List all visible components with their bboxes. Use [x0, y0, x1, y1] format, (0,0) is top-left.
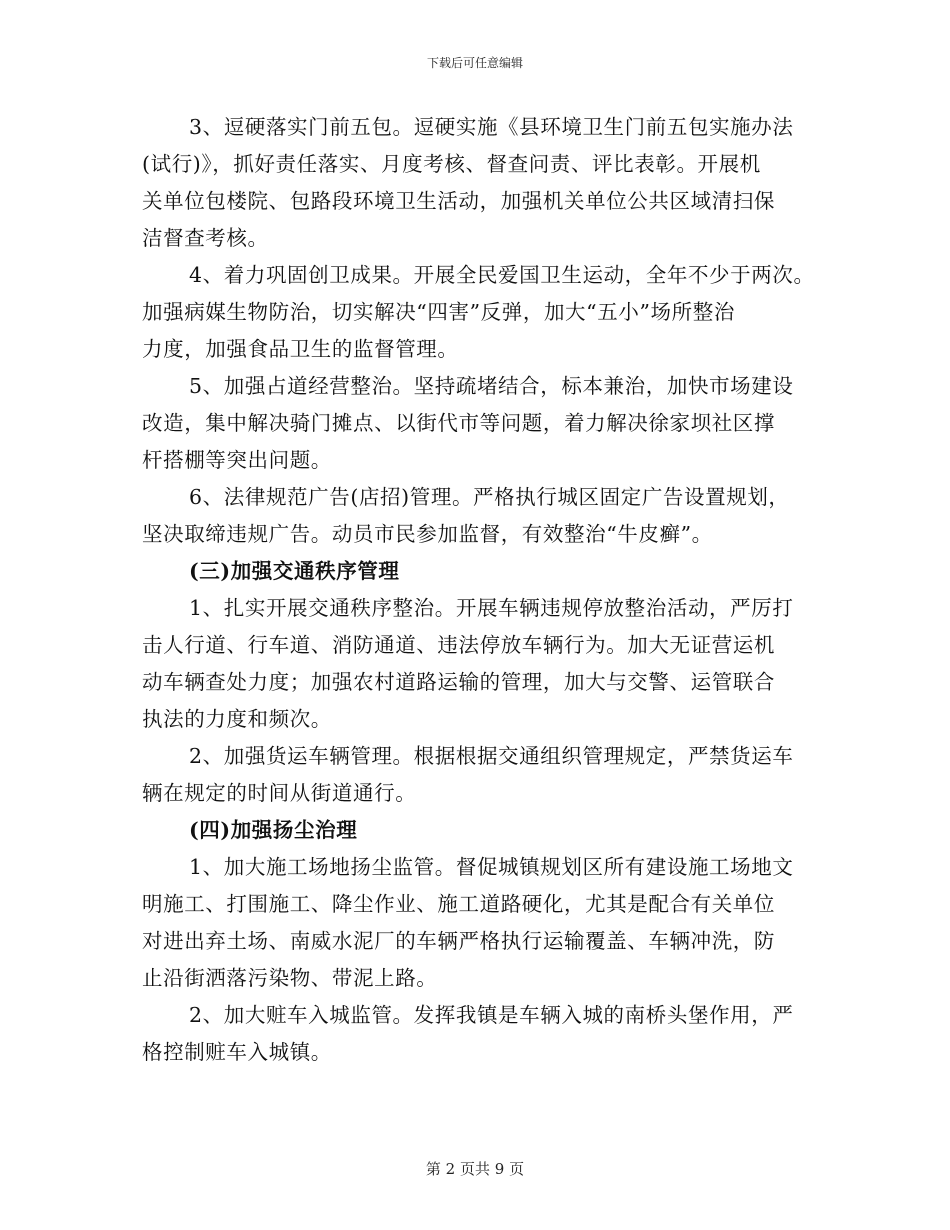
- text-line: 击人行道、行车道、消防通道、违法停放车辆行为。加大无证营运机: [142, 633, 775, 657]
- text-line: (试行)》，抓好责任落实、月度考核、督查问责、评比表彰。开展机: [142, 152, 761, 176]
- text-line: 1、加大施工场地扬尘监管。督促城镇规划区所有建设施工场地文: [189, 855, 794, 879]
- text-line: 洁督查考核。: [142, 226, 269, 250]
- section-heading: (三)加强交通秩序管理: [189, 559, 400, 583]
- text-line: 对进出弃土场、南威水泥厂的车辆严格执行运输覆盖、车辆冲洗，防: [142, 929, 775, 953]
- text-line: 加强病媒生物防治，切实解决“四害”反弹，加大“五小”场所整治: [142, 300, 735, 324]
- text-line: 执法的力度和频次。: [142, 707, 332, 731]
- text-line: 动车辆查处力度；加强农村道路运输的管理，加大与交警、运管联合: [142, 670, 775, 694]
- text-line: 6、法律规范广告(店招)管理。严格执行城区固定广告设置规划，: [189, 485, 790, 509]
- text-line: 1、扎实开展交通秩序整治。开展车辆违规停放整治活动，严厉打: [189, 596, 794, 620]
- text-line: 2、加强货运车辆管理。根据根据交通组织管理规定，严禁货运车: [189, 744, 794, 768]
- text-line: 明施工、打围施工、降尘作业、施工道路硬化，尤其是配合有关单位: [142, 892, 775, 916]
- text-line: 坚决取缔违规广告。动员市民参加监督，有效整治“牛皮癣”。: [142, 522, 713, 546]
- text-line: 杆搭棚等突出问题。: [142, 448, 332, 472]
- text-line: 改造，集中解决骑门摊点、以街代市等问题，着力解决徐家坝社区撑: [142, 411, 775, 435]
- text-line: 格控制赃车入城镇。: [142, 1040, 332, 1064]
- section-heading: (四)加强扬尘治理: [189, 818, 358, 842]
- text-line: 辆在规定的时间从街道通行。: [142, 781, 417, 805]
- page-header: 下载后可任意编辑: [426, 56, 523, 70]
- text-line: 3、逗硬落实门前五包。逗硬实施《县环境卫生门前五包实施办法: [189, 115, 794, 139]
- text-line: 关单位包楼院、包路段环境卫生活动，加强机关单位公共区域清扫保: [142, 189, 775, 213]
- text-line: 2、加大赃车入城监管。发挥我镇是车辆入城的南桥头堡作用，严: [189, 1003, 794, 1027]
- text-line: 5、加强占道经营整治。坚持疏堵结合，标本兼治，加快市场建设: [189, 374, 794, 398]
- document-body: [142, 109, 814, 1071]
- text-line: 4、着力巩固创卫成果。开展全民爱国卫生运动，全年不少于两次。: [189, 263, 815, 287]
- text-line: 力度，加强食品卫生的监督管理。: [142, 337, 459, 361]
- text-line: 止沿街洒落污染物、带泥上路。: [142, 966, 438, 990]
- page-footer: 第 2 页共 9 页: [425, 1160, 525, 1178]
